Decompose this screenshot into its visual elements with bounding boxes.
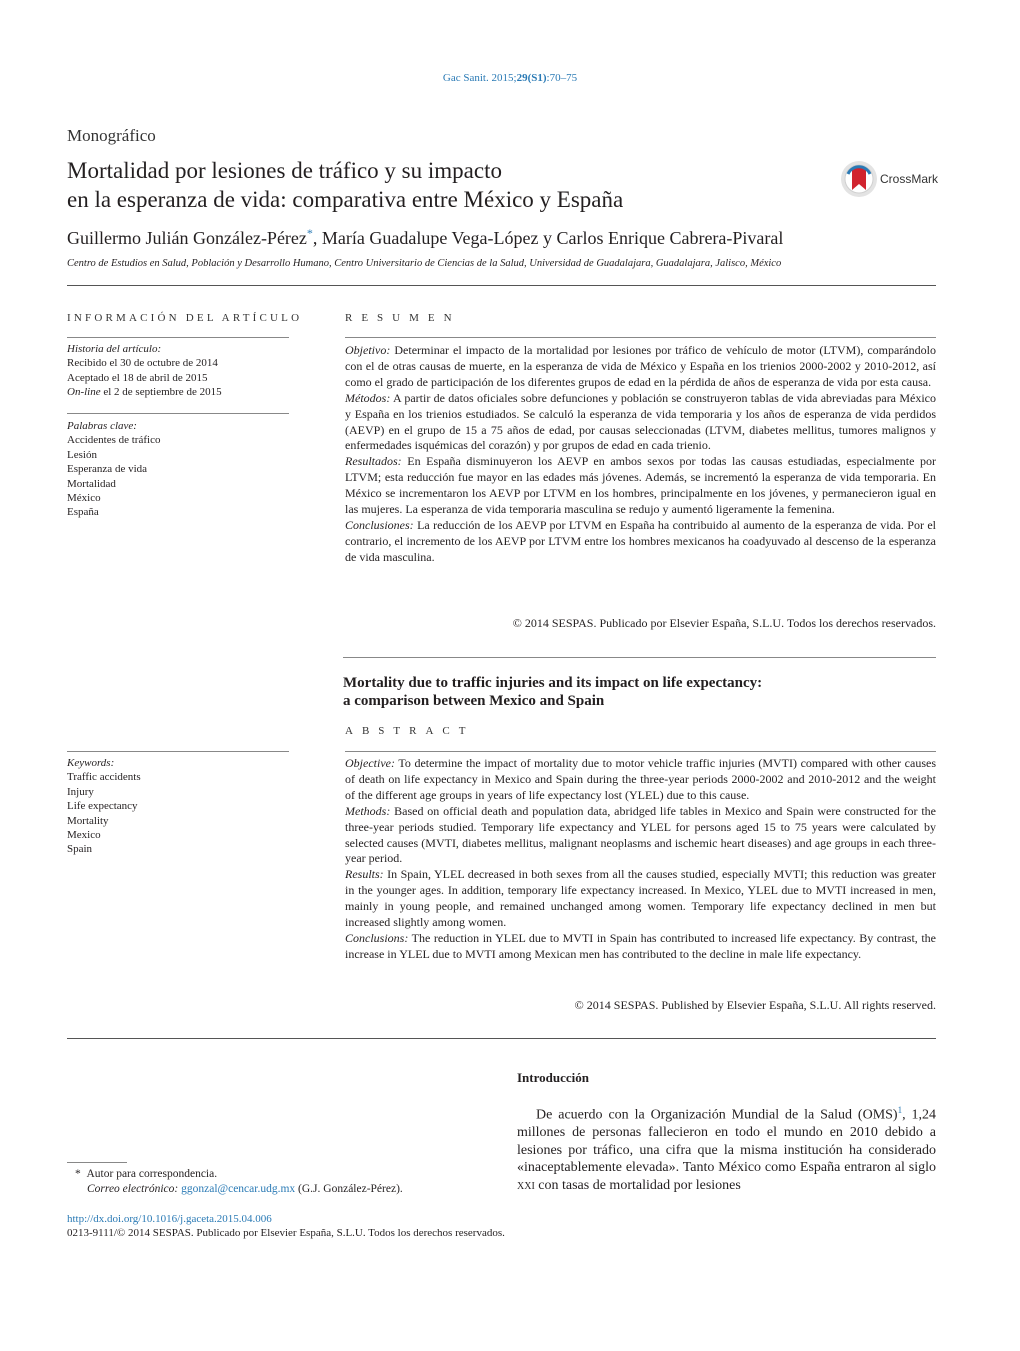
- intro-text-2: , 1,24 millones de personas fallecieron en todo el mundo en 2010 debido a lesiones por tráfico, una cifra que la misma institución ha considerado «inaceptablemente elevada». Tanto México como España entraron al siglo: [517, 1107, 937, 1176]
- crossmark-label: CrossMark: [880, 172, 939, 186]
- conclusiones-label: Conclusiones:: [345, 517, 414, 532]
- history-label: Historia del artículo:: [67, 343, 162, 355]
- resultados-paragraph: [345, 454, 936, 518]
- online-label: On-line: [67, 386, 101, 399]
- title-line-2: en la esperanza de vida: comparativa entre México y España: [67, 187, 624, 212]
- resultados-label: Resultados:: [345, 454, 402, 469]
- resultados-text: En España disminuyeron los AEVP en ambos sexos por todas las causas estudiadas, especialmente por LTVM; esta reducción fue mayor en las edades más jóvenes. Además, se incrementó la esperanza de vida temporaria. En México se incrementaron los AEVP por LTVM en los hombres, principalmente en los jóvenes, y permanecieron igual en las mujeres. La esperanza de vida temporaria masculina se redujo y aumentó ligeramente la femenina.: [345, 454, 937, 517]
- footnote-line-2: [67, 1182, 487, 1197]
- resumen-heading: RESUMEN: [345, 312, 461, 324]
- footnote-star: *: [75, 1168, 81, 1180]
- header-divider: [67, 285, 936, 286]
- keyword: Accidentes de tráfico: [67, 434, 161, 447]
- footnote: [67, 1167, 487, 1196]
- email-link[interactable]: ggonzal@cencar.udg.mx: [181, 1182, 296, 1195]
- intro-body: [517, 1102, 936, 1195]
- keywords-en-divider: [67, 751, 289, 752]
- abstract-heading: ABSTRACT: [345, 725, 475, 737]
- intro-century: xxi: [517, 1178, 535, 1194]
- article-history: [67, 342, 289, 400]
- keywords-es: [67, 419, 289, 520]
- online-date: [67, 385, 289, 399]
- resumen-copyright: © 2014 SESPAS. Publicado por Elsevier España, S.L.U. Todos los derechos reservados.: [512, 616, 936, 630]
- keyword: Mortalidad: [67, 477, 116, 490]
- keyword: España: [67, 506, 99, 519]
- results-text: In Spain, YLEL decreased in both sexes from all the causes studied, especially MVTI; this reduction was greater in the younger ages. In addition, temporary life expectancy increased. In Mexico, YLEL due to MVTI increased in men, mainly in young people, and remained unchanged among women. Temporary life expectancy declined in men but increased slightly among women.: [345, 867, 936, 930]
- keyword: Mexico: [67, 829, 101, 842]
- resumen-divider: [345, 337, 936, 338]
- doi-link[interactable]: http://dx.doi.org/10.1016/j.gaceta.2015.04.006: [67, 1213, 272, 1225]
- english-title-line-2: a comparison between Mexico and Spain: [343, 693, 605, 709]
- keyword: Injury: [67, 785, 94, 798]
- journal-pages: :70–75: [546, 72, 578, 84]
- metodos-label: Métodos:: [345, 390, 391, 405]
- issn-line: 0213-9111/© 2014 SESPAS. Publicado por Elsevier España, S.L.U. Todos los derechos reservados.: [67, 1227, 505, 1239]
- footnote-line-1: [67, 1167, 487, 1182]
- received-date: Recibido el 30 de octubre de 2014: [67, 357, 218, 370]
- keywords-label: Palabras clave:: [67, 420, 137, 432]
- methods-label: Methods:: [345, 803, 391, 818]
- corresponding-author-mark[interactable]: *: [306, 226, 313, 240]
- keyword: Life expectancy: [67, 800, 138, 813]
- journal-volume: 29(S1): [516, 72, 547, 84]
- article-title: [67, 156, 807, 214]
- keywords-en-label: Keywords:: [67, 757, 115, 769]
- resumen-body: [345, 343, 936, 566]
- author-1: Guillermo Julián González-Pérez: [67, 228, 307, 248]
- metodos-text: A partir de datos oficiales sobre defunciones y población se construyeron tablas de vida abreviadas para México y España en los trienios estudiados. Se calculó la esperanza de vida temporaria y los años de esperanza de vida perdidos (AEVP) en el grupo de 15 a 75 años de edad, por causas seleccionadas (LTVM, diabetes mellitus, tumores malignos y enfermedades isquémicas del corazón) y por grupos de edad en cada trienio.: [345, 390, 936, 453]
- methods-paragraph: [345, 804, 936, 868]
- intro-text-1: De acuerdo con la Organización Mundial de la Salud (OMS): [536, 1107, 898, 1123]
- english-title: [343, 674, 943, 710]
- authors-rest: , María Guadalupe Vega-López y Carlos Enrique Cabrera-Pivaral: [312, 228, 784, 248]
- keywords-en: [67, 756, 289, 857]
- keywords-divider: [67, 413, 289, 414]
- author-list: [67, 226, 947, 249]
- objective-text: To determine the impact of mortality due to motor vehicle traffic injuries (MVTI) compared with other causes of death on life expectancy in Mexico and Spain during the three-year periods 2000-2002 and 2010-2012 and the weight of the different age groups in years of life expectancy lost (YLEL) due to this cause.: [345, 756, 936, 802]
- keyword: Spain: [67, 843, 93, 856]
- objetivo-label: Objetivo:: [345, 343, 391, 357]
- body-divider: [67, 1038, 936, 1039]
- keyword: Traffic accidents: [67, 771, 141, 784]
- keyword: Esperanza de vida: [67, 463, 148, 476]
- journal-name: Gac Sanit. 2015;: [442, 72, 517, 84]
- english-divider: [343, 657, 936, 658]
- objetivo-text: Determinar el impacto de la mortalidad por lesiones por tráfico de vehículo de motor (LTVM), comparándolo con el de otras causas de muerte, en la esperanza de vida de México y España en los trienios 2000-2002 y 2010-2012, así como el grado de participación de los diferentes grupos de edad en la pérdida de años de esperanza de vida por esta causa.: [345, 343, 937, 389]
- title-line-1: Mortalidad por lesiones de tráfico y su impacto: [67, 158, 502, 183]
- intro-paragraph: [517, 1102, 936, 1195]
- conclusions-text: The reduction in YLEL due to MVTI in Spain has contributed to increased life expectancy. By contrast, the increase in YLEL due to MVTI among Mexican men has contributed to the decline in male life expectancy.: [345, 930, 936, 961]
- metodos-paragraph: [345, 391, 936, 455]
- footnote-text: Autor para correspondencia.: [86, 1168, 218, 1180]
- keyword: Lesión: [67, 448, 97, 461]
- affiliation: Centro de Estudios en Salud, Población y Desarrollo Humano, Centro Universitario de Ciencias de la Salud, Universidad de Guadalajara, Guadalajara, Jalisco, México: [67, 258, 782, 269]
- article-info-divider: [67, 337, 289, 338]
- objetivo-paragraph: [345, 343, 936, 391]
- email-label: Correo electrónico:: [87, 1182, 179, 1195]
- crossmark-badge[interactable]: [840, 160, 940, 198]
- intro-heading: Introducción: [517, 1070, 589, 1085]
- accepted-date: Aceptado el 18 de abril de 2015: [67, 371, 208, 384]
- conclusions-paragraph: [345, 931, 936, 963]
- email-owner: (G.J. González-Pérez).: [295, 1182, 403, 1195]
- keyword: México: [67, 492, 101, 505]
- methods-text: Based on official death and population data, abridged life tables in Mexico and Spain were constructed for the three-year periods studied. Temporary life expectancy and YLEL for persons aged 15 to 75 years were calculated by selected causes (MVTI, diabetes mellitus, malignant neoplasms and ischemic heart diseases) and age groups in each three-year period.: [345, 803, 937, 866]
- results-label: Results:: [345, 867, 384, 882]
- abstract-copyright: © 2014 SESPAS. Published by Elsevier España, S.L.U. All rights reserved.: [574, 998, 936, 1012]
- article-info-heading: INFORMACIÓN DEL ARTÍCULO: [67, 312, 303, 324]
- footnote-divider: [67, 1162, 127, 1163]
- conclusions-label: Conclusions:: [345, 930, 409, 945]
- english-title-line-1: Mortality due to traffic injuries and its impact on life expectancy:: [343, 675, 763, 691]
- objective-label: Objective:: [345, 756, 395, 770]
- reference-link[interactable]: 1: [897, 1105, 903, 1115]
- conclusiones-paragraph: [345, 518, 936, 566]
- conclusiones-text: La reducción de los AEVP por LTVM en España ha contribuido al aumento de la esperanza de vida. Por el contrario, el incremento de los AEVP por LTVM entre los hombres mexicanos ha coadyuvado al descenso de la esperanza de vida masculina.: [345, 517, 937, 564]
- abstract-divider: [345, 751, 936, 752]
- objective-paragraph: [345, 756, 936, 804]
- keyword: Mortality: [67, 814, 109, 827]
- online-date-value: el 2 de septiembre de 2015: [100, 386, 222, 399]
- section-label: Monográfico: [67, 126, 156, 145]
- intro-text-3: con tasas de mortalidad por lesiones: [534, 1178, 741, 1194]
- results-paragraph: [345, 867, 936, 931]
- abstract-body: [345, 756, 936, 963]
- crossmark-icon: [840, 160, 880, 198]
- journal-citation[interactable]: [0, 72, 1020, 84]
